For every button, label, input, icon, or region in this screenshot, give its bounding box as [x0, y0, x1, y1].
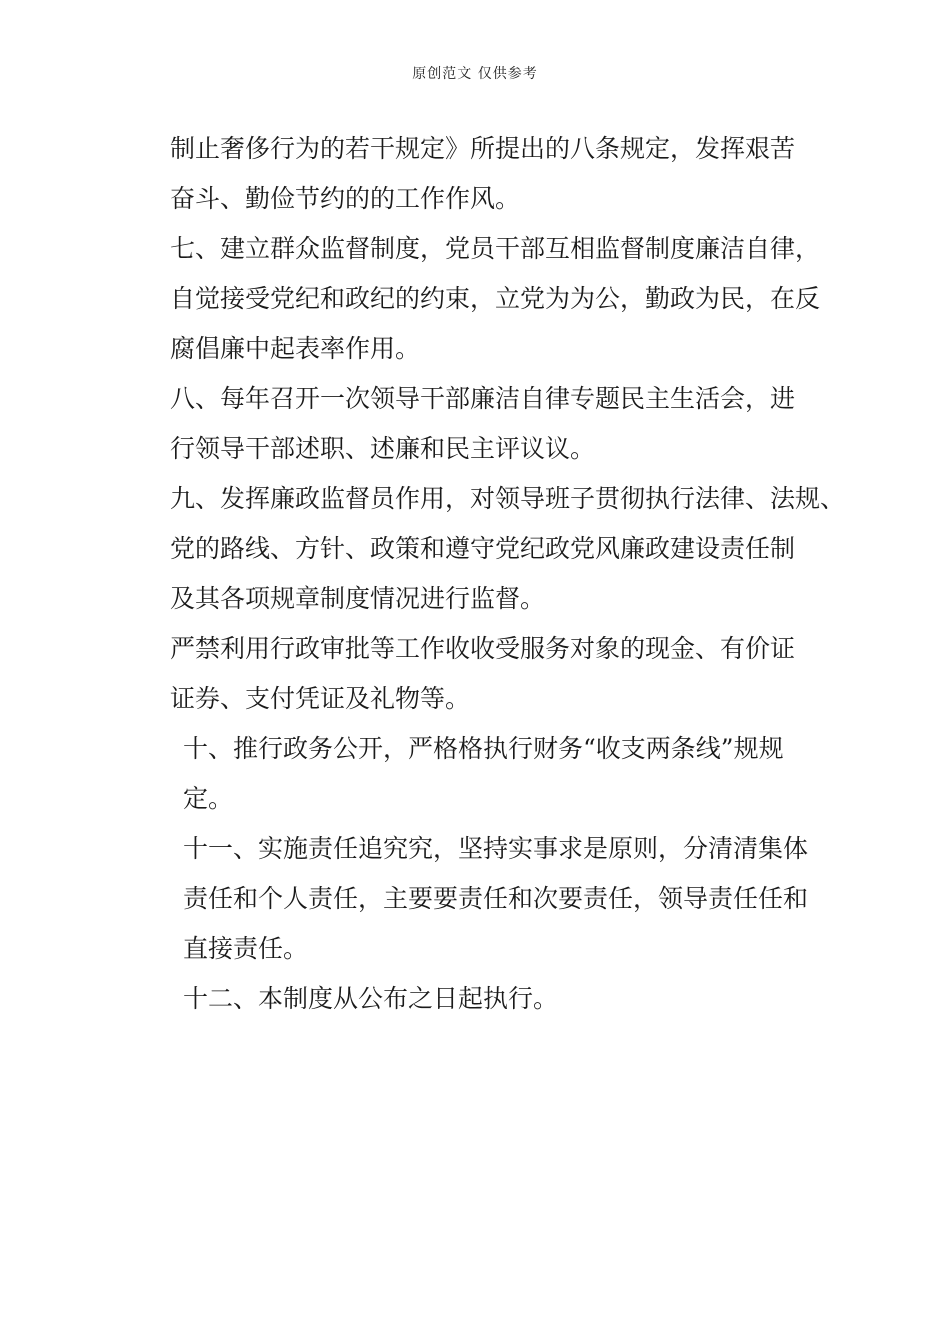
paragraph-line: 及其各项规章制度情况进行监督。 — [170, 584, 546, 613]
paragraph-line: 腐倡廉中起表率作用。 — [170, 334, 421, 363]
paragraph-item-11 — [170, 824, 830, 974]
document-body — [170, 124, 846, 1024]
paragraph-line: 自觉接受党纪和政纪的约束，立党为为公，勤政为民，在反 — [170, 284, 821, 313]
paragraph-line: 十、推行政务公开，严格格执行财务“收支两条线”规规 — [183, 734, 784, 763]
paragraph-line: 七、建立群众监督制度，党员干部互相监督制度廉洁自律， — [170, 234, 821, 263]
paragraph-item-12 — [170, 974, 830, 1024]
paragraph-line: 奋斗、勤俭节约的的工作作风。 — [170, 184, 521, 213]
paragraph-prohibition — [170, 624, 830, 724]
paragraph-line: 定。 — [183, 784, 234, 813]
paragraph-line: 九、发挥廉政监督员作用，对领导班子贯彻执行法律、法规、 — [170, 484, 846, 513]
paragraph-item-10 — [170, 724, 830, 824]
paragraph-line: 严禁利用行政审批等工作收收受服务对象的现金、有价证 — [170, 634, 796, 663]
paragraph-line: 八、每年召开一次领导干部廉洁自律专题民主生活会，进 — [170, 384, 796, 413]
paragraph-line: 十一、实施责任追究究，坚持实事求是原则，分清清集体 — [183, 834, 809, 863]
paragraph-line: 证券、支付凭证及礼物等。 — [170, 684, 471, 713]
page-header: 原创范文 仅供参考 — [412, 66, 538, 82]
paragraph-line: 党的路线、方针、政策和遵守党纪政党风廉政建设责任制 — [170, 534, 796, 563]
paragraph-line: 直接责任。 — [183, 934, 309, 963]
paragraph-line: 制止奢侈行为的若干规定》所提出的八条规定，发挥艰苦 — [170, 134, 796, 163]
paragraph-frugality — [170, 124, 830, 224]
paragraph-item-7 — [170, 224, 830, 374]
paragraph-item-9 — [170, 474, 846, 624]
paragraph-line: 责任和个人责任，主要要责任和次要责任，领导责任任和 — [183, 884, 809, 913]
paragraph-line: 十二、本制度从公布之日起执行。 — [183, 984, 559, 1013]
paragraph-line: 行领导干部述职、述廉和民主评议议。 — [170, 434, 596, 463]
paragraph-item-8 — [170, 374, 830, 474]
